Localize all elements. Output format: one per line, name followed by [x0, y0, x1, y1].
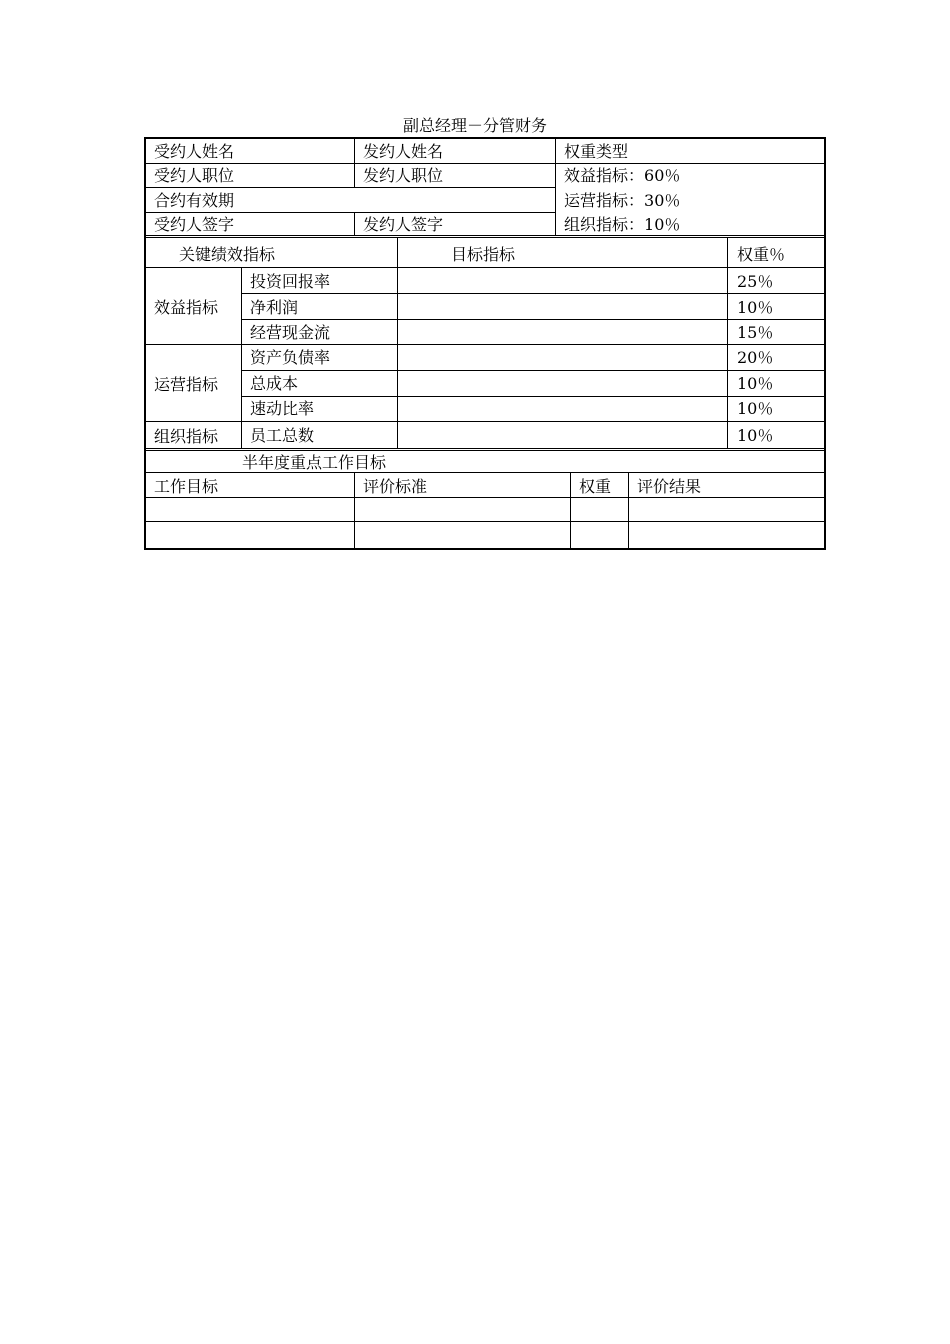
kpi-item-name: 员工总数	[250, 426, 315, 445]
recipient-signature-label: 受约人签字	[154, 215, 235, 234]
kpi-item-weight: 20％	[737, 348, 774, 367]
page-title: 副总经理－分管财务	[402, 116, 547, 135]
issuer-signature-label: 发约人签字	[363, 215, 444, 234]
half-year-title: 半年度重点工作目标	[242, 453, 387, 472]
target-column-header: 目标指标	[451, 245, 516, 264]
kpi-item-name: 净利润	[250, 298, 299, 317]
weight-column-header: 权重％	[737, 245, 786, 264]
kpi-item-weight: 15％	[737, 323, 774, 342]
weight-operation-label: 运营指标：	[564, 191, 645, 210]
weight-operation	[564, 191, 680, 211]
issuer-position-label: 发约人职位	[363, 166, 444, 185]
kpi-item-weight: 25％	[737, 272, 774, 291]
kpi-item-name: 投资回报率	[250, 272, 331, 291]
goal-column-header: 工作目标	[154, 477, 219, 496]
kpi-item-name: 速动比率	[250, 399, 315, 418]
weight-organization-label: 组织指标：	[564, 215, 645, 234]
weight-benefit-value: 60％	[644, 166, 681, 185]
recipient-name-label: 受约人姓名	[154, 142, 235, 161]
kpi-group-operation: 运营指标	[154, 375, 219, 394]
kpi-group-organization: 组织指标	[154, 427, 219, 446]
weight-benefit-label: 效益指标：	[564, 166, 645, 185]
contract-period-label: 合约有效期	[154, 191, 235, 210]
weight-benefit	[564, 166, 680, 186]
half-year-weight-header: 权重	[579, 477, 612, 496]
kpi-item-name: 资产负债率	[250, 348, 331, 367]
result-column-header: 评价结果	[637, 477, 702, 496]
criteria-column-header: 评价标准	[363, 477, 428, 496]
recipient-position-label: 受约人职位	[154, 166, 235, 185]
kpi-item-weight: 10％	[737, 426, 774, 445]
issuer-name-label: 发约人姓名	[363, 142, 444, 161]
kpi-column-header: 关键绩效指标	[179, 245, 276, 264]
kpi-item-weight: 10％	[737, 374, 774, 393]
kpi-group-benefit: 效益指标	[154, 298, 219, 317]
contract-table	[144, 137, 826, 550]
kpi-item-name: 总成本	[250, 374, 299, 393]
kpi-item-weight: 10％	[737, 298, 774, 317]
weight-organization	[564, 215, 680, 235]
kpi-item-weight: 10％	[737, 399, 774, 418]
weight-type-label: 权重类型	[564, 142, 629, 161]
kpi-item-name: 经营现金流	[250, 323, 331, 342]
weight-operation-value: 30％	[644, 191, 681, 210]
weight-organization-value: 10％	[644, 215, 681, 234]
